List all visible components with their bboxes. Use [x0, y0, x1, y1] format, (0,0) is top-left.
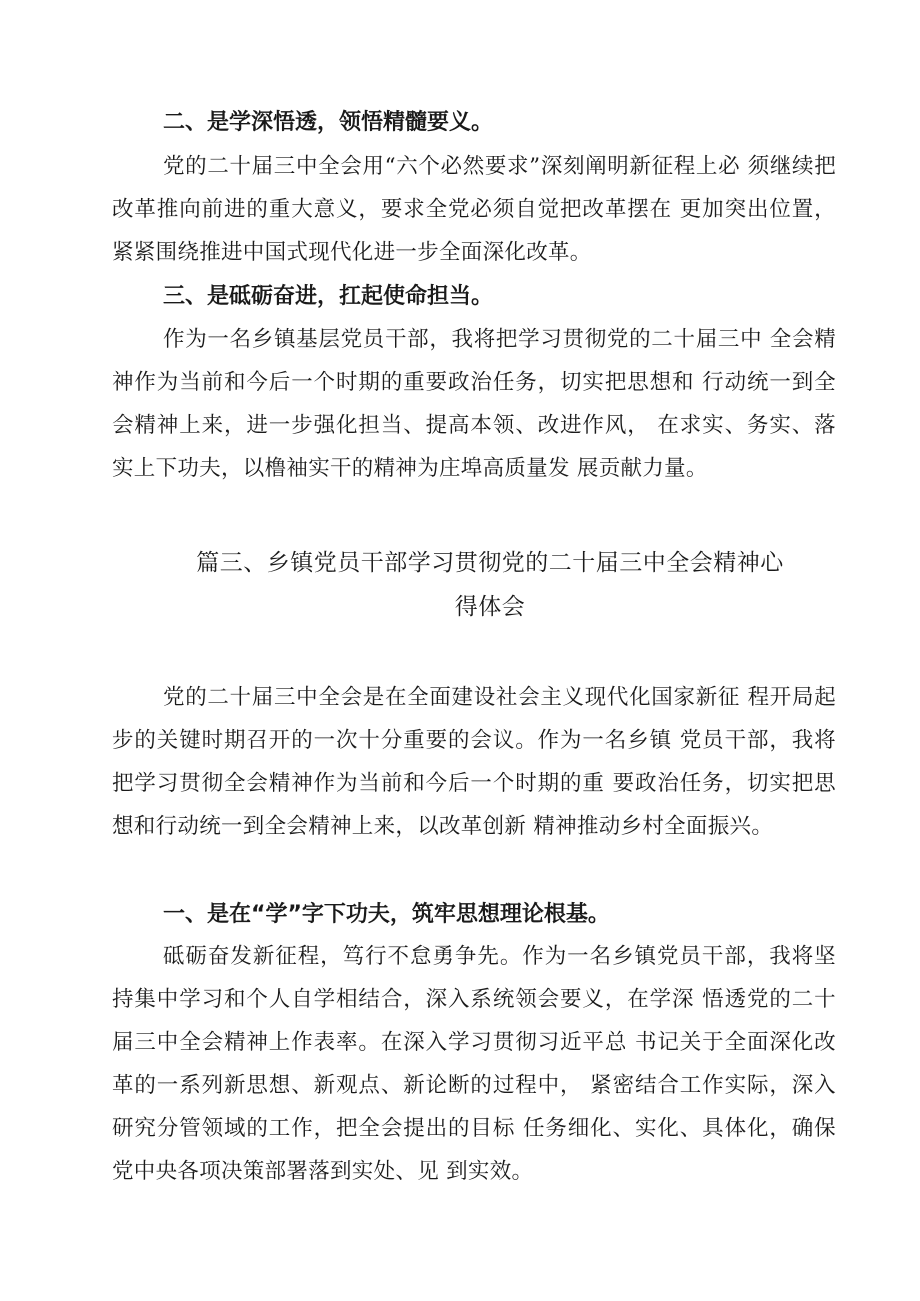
section-heading-one: 一、是在“学”字下功夫，筑牢思想理论根基。: [163, 902, 610, 927]
article-title-line-2: 得体会: [454, 594, 526, 620]
article-title-line-1: 篇三、乡镇党员干部学习贯彻党的二十届三中全会精神心: [196, 550, 784, 576]
section-heading-three: 三、是砥砺奋进，扛起使命担当。: [163, 284, 494, 309]
paragraph-section-three: 作为一名乡镇基层党员干部，我将把学习贯彻党的二十届三中 全会精神作为当前和今后一个时期的重要政治任务，切实把思想和 行动统一到全会精神上来，进一步强化担当、提高本领、改进作风， 在求实、务实、落实上下功夫，以橹袖实干的精神为庄埠高质量发 展贡献力量。: [112, 327, 836, 481]
paragraph-section-two: 党的二十届三中全会用“六个必然要求”深刻阐明新征程上必 须继续把改革推向前进的重大意义，要求全党必须自觉把改革摆在 更加突出位置，紧紧围绕推进中国式现代化进一步全面深化改革。: [112, 154, 836, 265]
section-heading-two: 二、是学深悟透，领悟精髓要义。: [163, 110, 494, 135]
paragraph-intro: 党的二十届三中全会是在全面建设社会主义现代化国家新征 程开局起步的关键时期召开的一次十分重要的会议。作为一名乡镇 党员干部，我将把学习贯彻全会精神作为当前和今后一个时期的重 要政治任务，切实把思想和行动统一到全会精神上来，以改革创新 精神推动乡村全面振兴。: [112, 685, 836, 839]
paragraph-section-one: 砥砺奋发新征程，笃行不怠勇争先。作为一名乡镇党员干部，我将坚持集中学习和个人自学相结合，深入系统领会要义，在学深 悟透党的二十届三中全会精神上作表率。在深入学习贯彻习近平总 书记关于全面深化改革的一系列新思想、新观点、新论断的过程中， 紧密结合工作实际，深入研究分管领域的工作，把全会提出的目标 任务细化、实化、具体化，确保党中央各项决策部署落到实处、见 到实效。: [112, 944, 836, 1184]
